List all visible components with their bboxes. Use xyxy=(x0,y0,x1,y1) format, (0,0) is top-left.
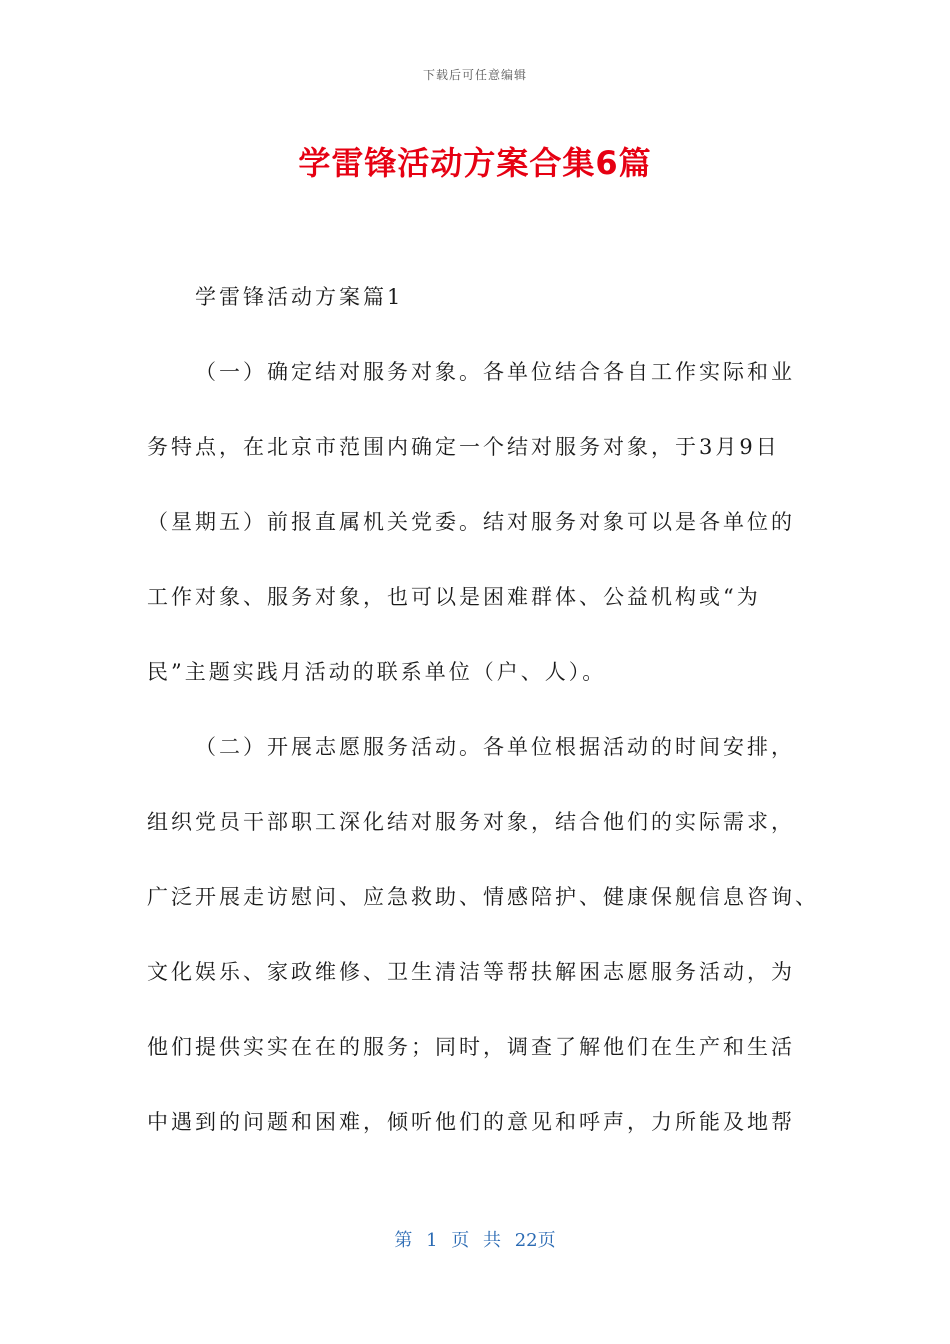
header-note: 下载后可任意编辑 xyxy=(422,68,527,82)
page-number-footer: 第 1 页 共 22页 xyxy=(394,1230,556,1251)
paragraph-line: （二）开展志愿服务活动。各单位根据活动的时间安排， xyxy=(195,735,795,759)
document-title: 学雷锋活动方案合集6篇 xyxy=(298,144,652,182)
section-heading: 学雷锋活动方案篇1 xyxy=(195,285,404,309)
paragraph-line: 民”主题实践月活动的联系单位（户、人）。 xyxy=(147,660,607,684)
paragraph-line: （星期五）前报直属机关党委。结对服务对象可以是各单位的 xyxy=(147,510,795,534)
paragraph-line: 广泛开展走访慰问、应急救助、情感陪护、健康保舰信息咨询、 xyxy=(147,885,819,909)
paragraph-line: 文化娱乐、家政维修、卫生清洁等帮扶解困志愿服务活动，为 xyxy=(147,960,795,984)
paragraph-line: （一）确定结对服务对象。各单位结合各自工作实际和业 xyxy=(195,360,795,384)
document-body xyxy=(147,272,819,1172)
paragraph-line: 中遇到的问题和困难，倾听他们的意见和呼声，力所能及地帮 xyxy=(147,1110,795,1134)
paragraph-line: 务特点，在北京市范围内确定一个结对服务对象，于3月9日 xyxy=(147,435,780,459)
paragraph-line: 他们提供实实在在的服务；同时，调查了解他们在生产和生活 xyxy=(147,1035,795,1059)
paragraph-line: 组织党员干部职工深化结对服务对象，结合他们的实际需求， xyxy=(147,810,795,834)
paragraph-line: 工作对象、服务对象，也可以是困难群体、公益机构或“为 xyxy=(147,585,761,609)
